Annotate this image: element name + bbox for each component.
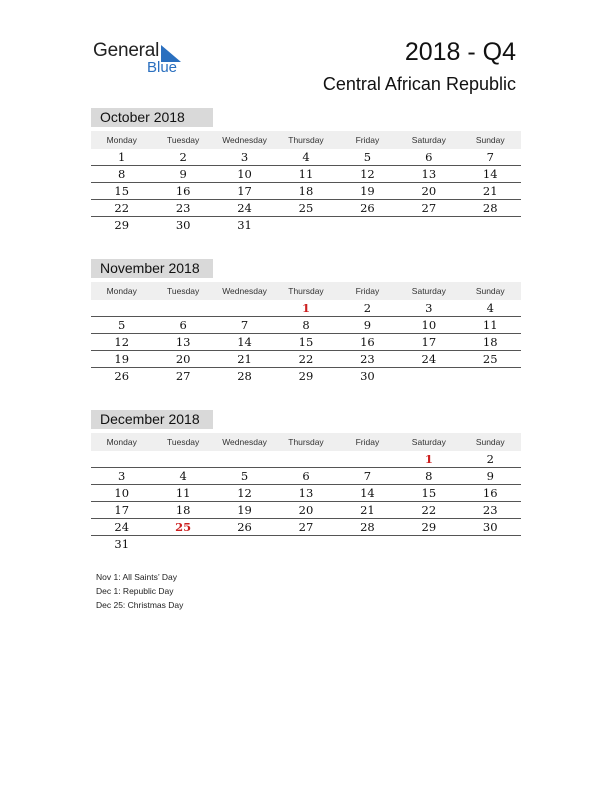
day-cell: 10: [237, 167, 252, 181]
day-cell: [214, 451, 275, 467]
day-cell: 16: [175, 184, 191, 198]
weekday-header-row: [91, 433, 521, 451]
month-header: December 2018: [91, 410, 213, 429]
weekday-label: Monday: [106, 286, 137, 296]
day-cell: 3: [118, 469, 126, 483]
day-cell: 4: [302, 150, 310, 164]
day-cell: 26: [114, 369, 130, 383]
weekday-label: Thursday: [288, 135, 324, 145]
day-cell: [214, 536, 275, 552]
weekday-label: Friday: [355, 437, 380, 447]
day-cell: 18: [298, 184, 314, 198]
day-cell: 30: [482, 520, 498, 534]
weekday-label: Monday: [106, 135, 137, 145]
week-row: [91, 183, 521, 200]
day-cell: 30: [175, 218, 191, 232]
week-row: [91, 485, 521, 502]
day-cell: 1: [118, 150, 126, 164]
day-cell: 27: [421, 201, 437, 215]
generalblue-logo: [93, 40, 193, 80]
day-cell: 24: [421, 352, 437, 366]
weekday-label: Wednesday: [222, 437, 267, 447]
weekday-label: Sunday: [475, 437, 505, 447]
month-header: November 2018: [91, 259, 213, 278]
week-row: [91, 317, 521, 334]
day-cell: 25: [298, 201, 314, 215]
week-row: [91, 468, 521, 485]
day-cell: 20: [421, 184, 437, 198]
weekday-label: Thursday: [288, 437, 324, 447]
week-row: [91, 451, 521, 468]
day-cell: 28: [482, 201, 498, 215]
week-row: [91, 519, 521, 536]
day-cell: [152, 536, 213, 552]
week-row: [91, 351, 521, 368]
weekday-label: Friday: [355, 135, 380, 145]
day-cell: [214, 300, 275, 316]
day-cell: 21: [360, 503, 375, 517]
day-cell: [275, 536, 336, 552]
day-cell: 6: [302, 469, 310, 483]
weekday-label: Tuesday: [166, 437, 200, 447]
weekday-label: Friday: [355, 286, 380, 296]
day-cell: 22: [421, 503, 437, 517]
week-row: [91, 536, 521, 552]
day-cell: 19: [360, 184, 375, 198]
day-cell: 8: [302, 318, 310, 332]
day-cell: 20: [298, 503, 314, 517]
country-subtitle: Central African Republic: [322, 74, 516, 94]
week-row: [91, 166, 521, 183]
day-cell: 9: [363, 318, 372, 332]
day-cell: 18: [175, 503, 191, 517]
day-cell: 22: [114, 201, 130, 215]
day-cell: 21: [482, 184, 498, 198]
day-cell: 5: [240, 469, 249, 483]
day-cell: 26: [360, 201, 375, 215]
day-cell: 6: [425, 150, 433, 164]
week-row: [91, 217, 521, 233]
day-cell: 10: [421, 318, 437, 332]
day-cell: 12: [360, 167, 375, 181]
day-cell: 22: [298, 352, 314, 366]
day-cell: 11: [482, 318, 498, 332]
weekday-label: Wednesday: [222, 135, 267, 145]
weekday-label: Thursday: [288, 286, 324, 296]
holiday-day-cell: 1: [301, 301, 310, 315]
day-cell: [337, 217, 398, 233]
day-cell: 11: [298, 167, 314, 181]
day-cell: [460, 536, 521, 552]
day-cell: 21: [237, 352, 252, 366]
day-cell: 26: [237, 520, 252, 534]
day-cell: 4: [179, 469, 187, 483]
day-cell: [337, 536, 398, 552]
day-cell: 17: [114, 503, 130, 517]
holiday-note: Dec 1: Republic Day: [96, 586, 174, 596]
weekday-label: Monday: [106, 437, 137, 447]
day-cell: 19: [237, 503, 252, 517]
weekday-label: Tuesday: [166, 135, 200, 145]
holiday-day-cell: 1: [424, 452, 433, 466]
day-cell: 31: [114, 537, 130, 551]
day-cell: 2: [363, 301, 372, 315]
weekday-label: Tuesday: [166, 286, 200, 296]
weekday-label: Wednesday: [222, 286, 267, 296]
day-cell: 29: [298, 369, 314, 383]
weekday-header-row: [91, 131, 521, 149]
day-cell: 5: [118, 318, 126, 332]
day-cell: 9: [486, 469, 494, 483]
day-cell: 2: [486, 452, 494, 466]
day-cell: 19: [114, 352, 130, 366]
day-cell: 2: [179, 150, 187, 164]
holiday-note: Nov 1: All Saints’ Day: [96, 572, 177, 582]
day-cell: 31: [237, 218, 252, 232]
day-cell: 9: [179, 167, 187, 181]
day-cell: 7: [363, 469, 372, 483]
day-cell: [152, 451, 213, 467]
day-cell: 15: [114, 184, 130, 198]
day-cell: [398, 368, 459, 384]
month-calendar-october: [91, 108, 521, 233]
day-cell: 28: [237, 369, 252, 383]
day-cell: 13: [298, 486, 314, 500]
month-calendar-november: [91, 259, 521, 384]
day-cell: 20: [175, 352, 191, 366]
holiday-notes: [96, 570, 183, 612]
month-calendar-december: [91, 410, 521, 552]
day-cell: [398, 217, 459, 233]
day-cell: 29: [421, 520, 437, 534]
day-cell: [460, 217, 521, 233]
day-cell: 3: [425, 301, 433, 315]
day-cell: [152, 300, 213, 316]
day-cell: 14: [237, 335, 252, 349]
page-title: 2018 - Q4: [404, 38, 516, 66]
day-cell: 15: [298, 335, 314, 349]
day-cell: 29: [114, 218, 130, 232]
week-row: [91, 368, 521, 384]
week-row: [91, 149, 521, 166]
logo-text-blue: Blue: [147, 59, 178, 76]
day-cell: 12: [114, 335, 130, 349]
day-cell: 8: [118, 167, 126, 181]
holiday-note: Dec 25: Christmas Day: [96, 600, 184, 610]
day-cell: 16: [360, 335, 375, 349]
day-cell: [275, 217, 336, 233]
weekday-label: Saturday: [411, 135, 446, 145]
day-cell: 13: [421, 167, 437, 181]
day-cell: 12: [237, 486, 252, 500]
day-cell: 7: [240, 318, 249, 332]
day-cell: 23: [482, 503, 498, 517]
week-row: [91, 200, 521, 217]
weekday-label: Saturday: [411, 437, 446, 447]
weekday-label: Sunday: [475, 286, 505, 296]
day-cell: 11: [175, 486, 191, 500]
day-cell: 10: [114, 486, 130, 500]
day-cell: 14: [360, 486, 375, 500]
day-cell: 18: [482, 335, 498, 349]
day-cell: 17: [237, 184, 252, 198]
week-row: [91, 502, 521, 519]
day-cell: [91, 451, 152, 467]
day-cell: [275, 451, 336, 467]
logo-text-general: General: [93, 40, 160, 61]
day-cell: 4: [486, 301, 494, 315]
holiday-day-cell: 25: [175, 520, 192, 534]
month-header: October 2018: [91, 108, 213, 127]
day-cell: 13: [175, 335, 191, 349]
weekday-label: Sunday: [475, 135, 505, 145]
day-cell: 6: [179, 318, 187, 332]
day-cell: 27: [175, 369, 191, 383]
day-cell: 23: [175, 201, 191, 215]
day-cell: 24: [114, 520, 130, 534]
day-cell: 15: [421, 486, 437, 500]
day-cell: 14: [482, 167, 498, 181]
day-cell: [398, 536, 459, 552]
day-cell: 27: [298, 520, 314, 534]
day-cell: 8: [425, 469, 433, 483]
day-cell: 25: [482, 352, 498, 366]
day-cell: 24: [237, 201, 252, 215]
weekday-header-row: [91, 282, 521, 300]
day-cell: 7: [486, 150, 494, 164]
week-row: [91, 334, 521, 351]
day-cell: 16: [482, 486, 498, 500]
week-row: [91, 300, 521, 317]
day-cell: 23: [360, 352, 375, 366]
weekday-label: Saturday: [411, 286, 446, 296]
day-cell: 28: [360, 520, 375, 534]
day-cell: [91, 300, 152, 316]
day-cell: [460, 368, 521, 384]
day-cell: [337, 451, 398, 467]
day-cell: 5: [363, 150, 372, 164]
day-cell: 17: [421, 335, 437, 349]
day-cell: 30: [360, 369, 375, 383]
day-cell: 3: [240, 150, 249, 164]
